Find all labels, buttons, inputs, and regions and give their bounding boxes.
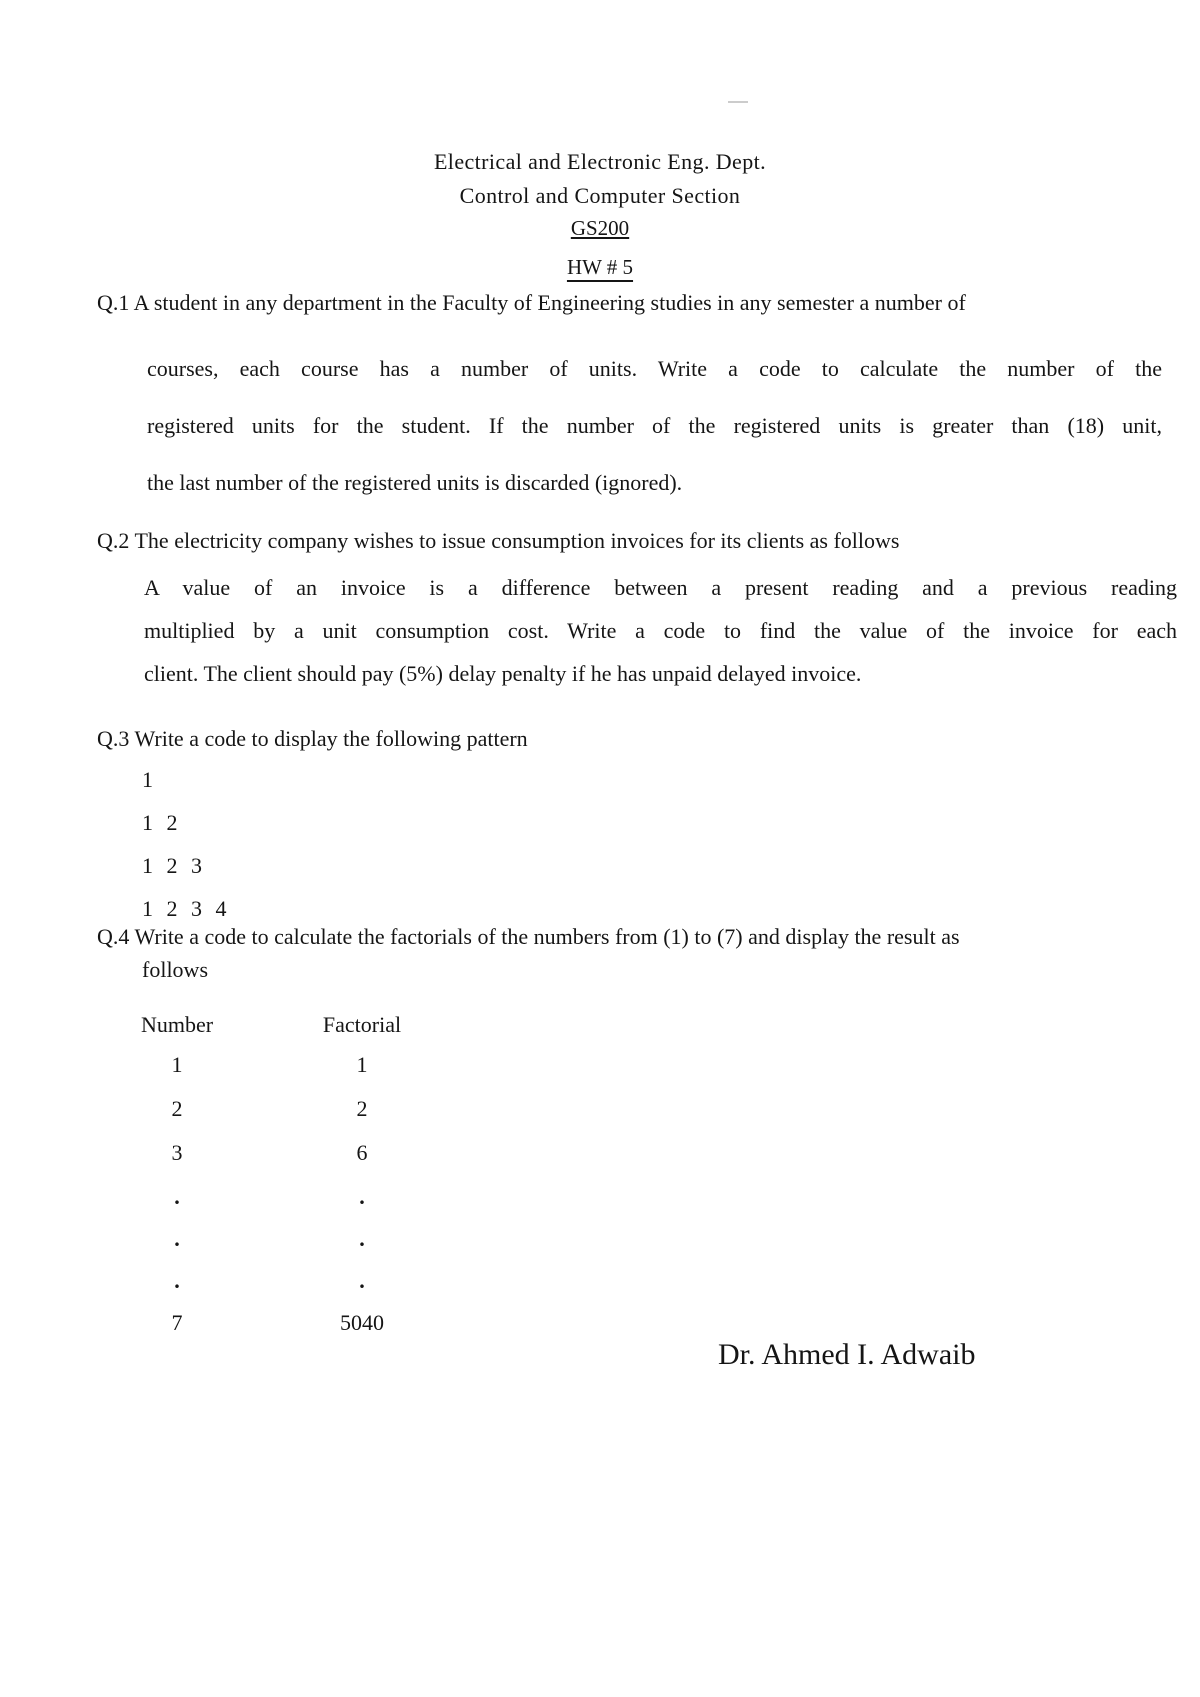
number-cell: 3 — [171, 1140, 183, 1165]
factorial-table-header — [132, 1012, 452, 1052]
question-2-line: client. The client should pay (5%) delay penalty if he has unpaid delayed invoice. — [144, 661, 862, 686]
pattern-row: 1 2 3 4 — [142, 896, 227, 921]
question-2-line: A value of an invoice is a difference between a present reading and a previous reading — [144, 575, 1177, 600]
pattern-row: 1 2 3 — [142, 853, 202, 878]
question-2-line: multiplied by a unit consumption cost. Write a code to find the value of the invoice for each — [144, 618, 1177, 643]
number-column-header: Number — [140, 1012, 214, 1037]
homework-number: HW # 5 — [566, 255, 634, 279]
factorial-column-header: Factorial — [322, 1012, 402, 1037]
question-4-follows: follows — [142, 957, 208, 982]
question-1-heading: Q.1 A student in any department in the Faculty of Engineering studies in any semester a number of — [97, 290, 966, 315]
ellipsis-dot: . — [174, 1184, 180, 1209]
ellipsis-dot: . — [359, 1226, 365, 1251]
question-3 — [97, 726, 528, 930]
pattern-row: 1 — [142, 767, 153, 792]
question-1-line: registered units for the student. If the number of the registered units is greater than (18) unit, — [147, 413, 1162, 438]
question-2 — [97, 528, 1177, 695]
question-4-heading: Q.4 Write a code to calculate the factorials of the numbers from (1) to (7) and display the result as — [97, 924, 960, 949]
table-row — [132, 1096, 452, 1140]
factorial-cell: 5040 — [340, 1310, 384, 1335]
ellipsis-row — [132, 1268, 452, 1310]
factorial-table — [132, 1012, 452, 1354]
signature: Dr. Ahmed I. Adwaib — [718, 1338, 976, 1371]
factorial-cell: 6 — [356, 1140, 368, 1165]
factorial-cell: 1 — [356, 1052, 368, 1077]
scan-smudge — [728, 101, 748, 103]
ellipsis-row — [132, 1184, 452, 1226]
question-3-heading: Q.3 Write a code to display the following pattern — [97, 726, 528, 751]
document-header — [0, 145, 1200, 281]
question-2-heading: Q.2 The electricity company wishes to issue consumption invoices for its clients as follows — [97, 528, 900, 553]
ellipsis-dot: . — [174, 1268, 180, 1293]
ellipsis-dot: . — [359, 1268, 365, 1293]
course-code: GS200 — [570, 216, 630, 240]
question-1-line: the last number of the registered units is discarded (ignored). — [147, 470, 683, 495]
pattern-row: 1 2 — [142, 810, 178, 835]
table-row — [132, 1052, 452, 1096]
number-cell: 2 — [171, 1096, 183, 1121]
table-row — [132, 1140, 452, 1184]
department-title: Electrical and Electronic Eng. Dept. — [433, 149, 767, 174]
ellipsis-row — [132, 1226, 452, 1268]
number-cell: 7 — [171, 1310, 183, 1335]
question-1 — [97, 288, 1162, 511]
question-2-body — [144, 566, 1177, 695]
number-pattern — [142, 758, 528, 930]
question-4 — [97, 924, 1187, 1335]
section-title: Control and Computer Section — [459, 183, 741, 208]
ellipsis-dot: . — [174, 1226, 180, 1251]
question-1-line: courses, each course has a number of units. Write a code to calculate the number of the — [147, 356, 1162, 381]
number-cell: 1 — [171, 1052, 183, 1077]
ellipsis-dot: . — [359, 1184, 365, 1209]
table-row — [132, 1310, 452, 1354]
question-1-body — [147, 340, 1162, 511]
factorial-cell: 2 — [356, 1096, 368, 1121]
